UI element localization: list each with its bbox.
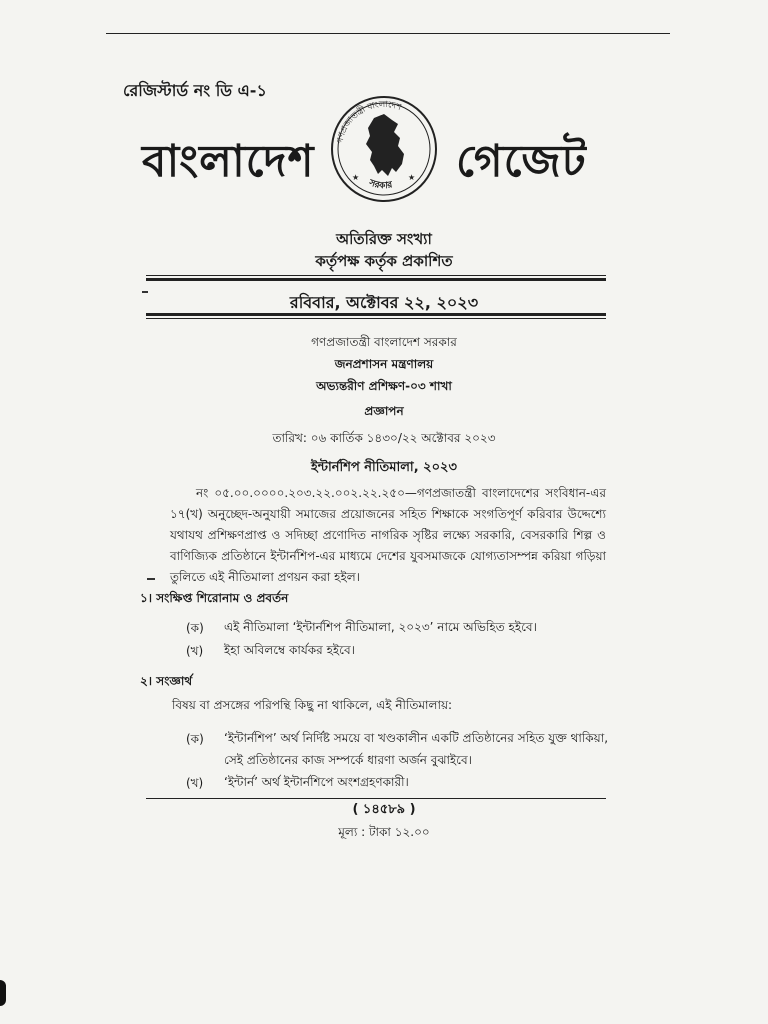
seal-top-text: গণপ্রজাতন্ত্রী বাংলাদেশ (335, 99, 403, 145)
seal-star-left-icon: ★ (352, 173, 360, 182)
scan-edge-mark (0, 980, 6, 1006)
section-1-item-kha-text: ইহা অবিলম্বে কার্যকর হইবে। (224, 643, 355, 657)
section-1-item-kha-mark: (খ) (186, 644, 204, 658)
issue-date: রবিবার, অক্টোবর ২২, ২০২৩ (289, 293, 479, 312)
section-2-intro: বিষয় বা প্রসঙ্গের পরিপন্থি কিছু না থাকিলে, এই নীতিমালায়: (172, 698, 453, 712)
margin-mark (147, 578, 155, 580)
bangladesh-map-icon (366, 114, 404, 176)
notice-heading: প্রজ্ঞাপন (364, 404, 404, 418)
date-rule-thick (146, 313, 606, 316)
policy-title: ইন্টার্নশিপ নীতিমালা, ২০২৩ (311, 460, 457, 475)
extra-issue-label: অতিরিক্ত সংখ্যা (336, 230, 432, 248)
date-rule-thin (146, 318, 606, 319)
section-2-item-ka-mark: (ক) (186, 732, 204, 746)
gazette-title-right: গেজেট (456, 136, 587, 187)
seal-star-right-icon: ★ (408, 173, 416, 182)
government-seal (322, 94, 446, 204)
section-1-item-ka-text: এই নীতিমালা ‘ইন্টার্নশিপ নীতিমালা, ২০২৩’ নামে অভিহিত হইবে। (224, 620, 537, 634)
section-2-item-kha-mark: (খ) (186, 776, 204, 790)
government-name: গণপ্রজাতন্ত্রী বাংলাদেশ সরকার (311, 335, 457, 349)
section-1-item-ka-mark: (ক) (186, 621, 204, 635)
published-by-label: কর্তৃপক্ষ কর্তৃক প্রকাশিত (315, 252, 453, 270)
top-rule (106, 33, 670, 34)
section-2-item-kha-text: ‘ইন্টার্ন’ অর্থ ইন্টার্নশিপে অংশগ্রহণকারী। (224, 775, 409, 789)
ministry-name: জনপ্রশাসন মন্ত্রণালয় (334, 357, 434, 371)
preamble-paragraph: নং ০৫.০০.০০০০.২০৩.২২.০০২.২২.২৫০—গণপ্রজাতন্ত্রী বাংলাদেশের সংবিধান-এর ১৭(খ) অনুচ্ছেদ-অনুযায়ী সমাজের প্রয়োজনের সহিত শিক্ষাকে সংগতিপূর্ণ করিবার উদ্দেশ্যে যথাযথ প্রশিক্ষণপ্রাপ্ত ও সদিচ্ছা প্রণোদিত নাগরিক সৃষ্টির লক্ষ্যে সরকারি, বেসরকারি শিল্প ও বাণিজ্যিক প্রতিষ্ঠানে ইন্টার্নশিপ-এর মাধ্যমে দেশের যুবসমাজকে যোগ্যতাসম্পন্ন করিয়া গড়িয়া তুলিতে এই নীতিমালা প্রণয়ন করা হইল। (170, 486, 606, 584)
header-rule-thick (146, 278, 606, 281)
section-2-heading: ২। সংজ্ঞার্থ (140, 674, 193, 688)
section-1-heading: ১। সংক্ষিপ্ত শিরোনাম ও প্রবর্তন (140, 591, 289, 605)
page-number: ( ১৪৫৮৯ ) (352, 802, 416, 817)
seal-bottom-text: সরকার (367, 178, 394, 192)
footer-rule (146, 798, 606, 799)
section-2-item-ka-text: ‘ইন্টার্নশিপ’ অর্থ নির্দিষ্ট সময়ে বা খণ্ডকালীন একটি প্রতিষ্ঠানের সহিত যুক্ত থাকিয়া, সেই প্রতিষ্ঠানের কাজ সম্পর্কে ধারণা অর্জন বুঝাইবে। (224, 731, 609, 767)
gazette-title-left: বাংলাদেশ (142, 136, 315, 187)
price-label: মূল্য : টাকা ১২.০০ (338, 825, 430, 839)
registration-number: রেজিস্টার্ড নং ডি এ-১ (123, 81, 267, 100)
branch-name: অভ্যন্তরীণ প্রশিক্ষণ-০৩ শাখা (316, 379, 452, 393)
notice-date: তারিখ: ০৬ কার্তিক ১৪৩০/২২ অক্টোবর ২০২৩ (272, 431, 496, 445)
header-rule-thin (146, 275, 606, 276)
